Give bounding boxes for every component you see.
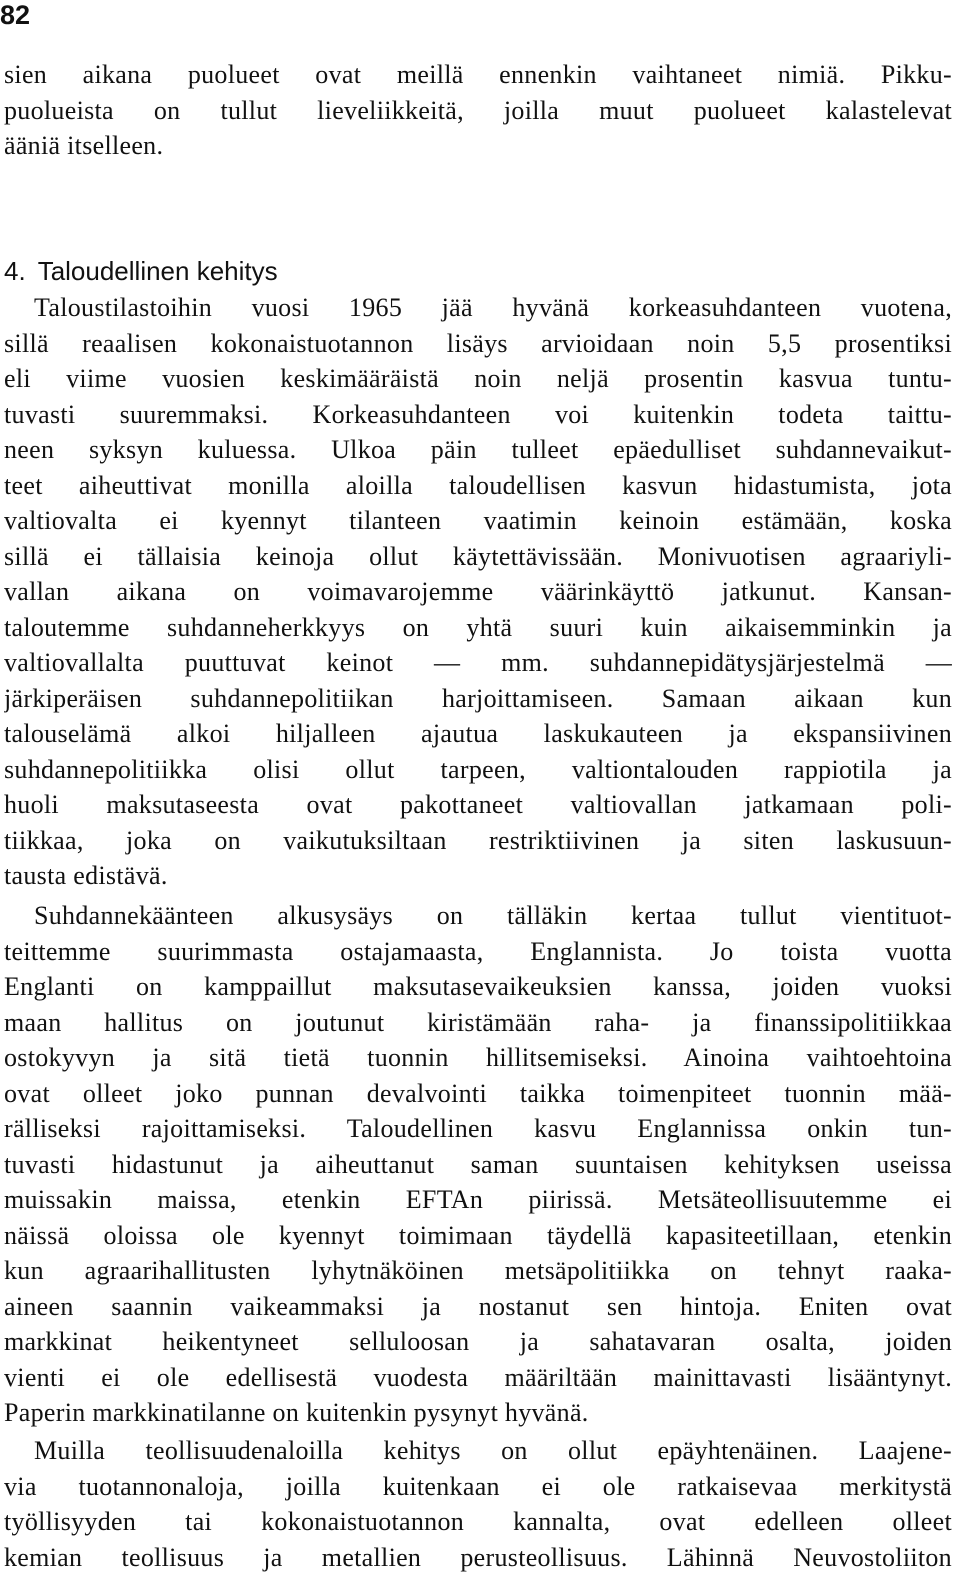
text-line: tuvasti suuremmaksi. Korkeasuhdanteen voi kuitenkin todeta taittu-: [4, 399, 952, 429]
section-heading: [4, 254, 278, 288]
text-line: ääniä itselleen.: [4, 131, 164, 160]
section-number: 4.: [4, 256, 26, 286]
text-line: vienti ei ole edellisestä vuodesta määriltään mainittavasti lisääntynyt.: [4, 1362, 952, 1392]
text-line: tuvasti hidastunut ja aiheuttanut saman suuntaisen kehityksen useissa: [4, 1149, 952, 1179]
text-line: työllisyyden tai kokonaistuotannon kannalta, ovat edelleen olleet: [4, 1507, 952, 1536]
text-line: taloutemme suhdanneherkkyys on yhtä suuri kuin aikaisemminkin ja: [4, 612, 952, 642]
text-line: eli viime vuosien keskimääräistä noin neljä prosentin kasvua tuntu-: [4, 364, 952, 393]
text-line: kemian teollisuus ja metallien perusteollisuus. Lähinnä Neuvostoliiton: [4, 1542, 952, 1572]
text-line: vallan aikana on voimavarojemme väärinkäyttö jatkunut. Kansan-: [4, 577, 952, 606]
text-line: näissä oloissa ole kyennyt toimimaan täydellä kapasiteetillaan, etenkin: [4, 1220, 952, 1250]
text-line: suhdannepolitiikka olisi ollut tarpeen, valtiontalouden rappiotila ja: [4, 754, 952, 784]
text-line: puolueista on tullut lieveliikkeitä, joilla muut puolueet kalastelevat: [4, 95, 952, 125]
text-line: maan hallitus on joutunut kiristämään raha- ja finanssipolitiikkaa: [4, 1007, 952, 1037]
text-line: teet aiheuttivat monilla aloilla taloudellisen kasvun hidastumista, jota: [4, 470, 952, 500]
text-line: tiikkaa, joka on vaikutuksiltaan restriktiivinen ja siten laskusuun-: [4, 825, 952, 855]
text-line: Muilla teollisuudenaloilla kehitys on ollut epäyhtenäinen. Laajene-: [34, 1436, 952, 1465]
text-line: rälliseksi rajoittamiseksi. Taloudellinen kasvu Englannissa onkin tun-: [4, 1114, 952, 1143]
text-line: markkinat heikentyneet selluloosan ja sahatavaran osalta, joiden: [4, 1327, 952, 1356]
text-line: sien aikana puolueet ovat meillä ennenkin vaihtaneet nimiä. Pikku-: [4, 60, 952, 89]
intro-paragraph: [4, 57, 952, 164]
section-title: Taloudellinen kehitys: [37, 256, 278, 286]
text-line: sillä ei tällaisia keinoja ollut käytettävissään. Monivuotisen agraariyli-: [4, 541, 952, 571]
text-line: neen syksyn kuluessa. Ulkoa päin tulleet epäedulliset suhdannevaikut-: [4, 435, 952, 464]
text-line: tausta edistävä.: [4, 861, 168, 890]
paragraph-1: [4, 290, 952, 894]
text-line: via tuotannonaloja, joilla kuitenkaan ei ole ratkaisevaa merkitystä: [4, 1471, 952, 1501]
text-line: ovat olleet joko punnan devalvointi taikka toimenpiteet tuonnin mää-: [4, 1078, 952, 1108]
text-line: teittemme suurimmasta ostajamaasta, Englannista. Jo toista vuotta: [4, 936, 952, 966]
text-line: Englanti on kamppaillut maksutasevaikeuksien kanssa, joiden vuoksi: [4, 972, 952, 1001]
text-line: talouselämä alkoi hiljalleen ajautua laskukauteen ja ekspansiivinen: [4, 719, 952, 748]
text-line: järkiperäisen suhdannepolitiikan harjoittamiseen. Samaan aikaan kun: [4, 683, 952, 713]
text-line: Paperin markkinatilanne on kuitenkin pysynyt hyvänä.: [4, 1398, 589, 1427]
text-line: sillä reaalisen kokonaistuotannon lisäys arvioidaan noin 5,5 prosentiksi: [4, 328, 952, 358]
text-line: kun agraarihallitusten lyhytnäköinen metsäpolitiikka on tehnyt raaka-: [4, 1256, 952, 1285]
paragraph-3: [4, 1433, 952, 1575]
paragraph-2: [4, 898, 952, 1431]
text-line: valtiovalta ei kyennyt tilanteen vaatimin keinoin estämään, koska: [4, 506, 952, 535]
text-line: Suhdannekäänteen alkusysäys on tälläkin kertaa tullut vientituot-: [34, 901, 952, 930]
page-number: 82: [0, 0, 31, 30]
text-line: aineen saannin vaikeammaksi ja nostanut sen hintoja. Eniten ovat: [4, 1291, 952, 1321]
text-line: valtiovallalta puuttuvat keinot — mm. suhdannepidätysjärjestelmä —: [4, 648, 952, 677]
text-line: ostokyvyn ja sitä tietä tuonnin hillitsemiseksi. Ainoina vaihtoehtoina: [4, 1043, 952, 1072]
text-line: muissakin maissa, etenkin EFTAn piirissä. Metsäteollisuutemme ei: [4, 1185, 952, 1214]
text-line: Taloustilastoihin vuosi 1965 jää hyvänä korkeasuhdanteen vuotena,: [34, 293, 952, 322]
text-line: huoli maksutaseesta ovat pakottaneet valtiovallan jatkamaan poli-: [4, 790, 952, 819]
